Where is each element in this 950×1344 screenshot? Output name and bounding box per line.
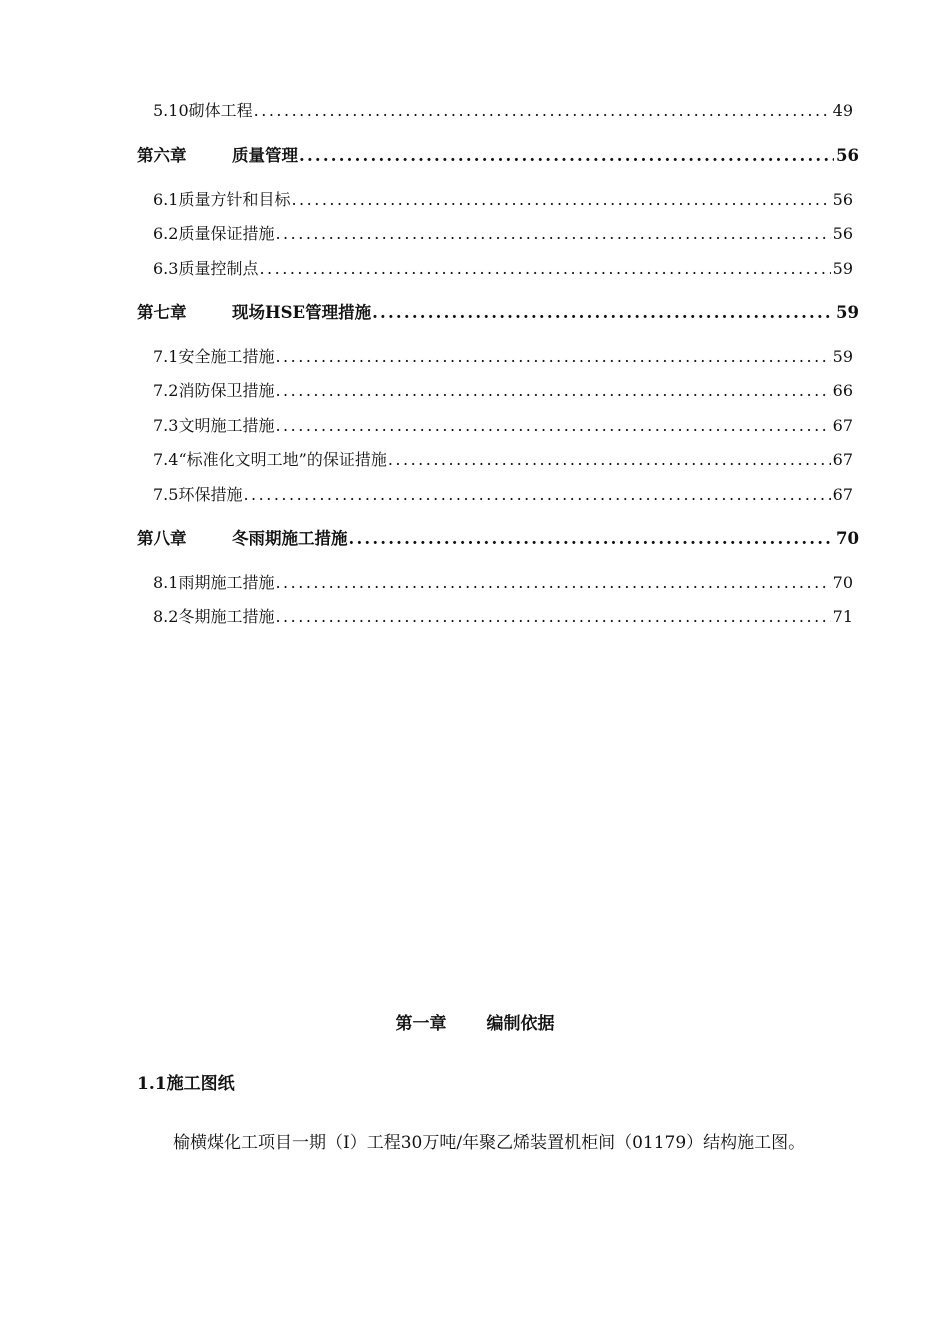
toc-entry-title: 环保措施	[178, 485, 243, 504]
toc-entry-number: 7.1	[153, 347, 179, 366]
toc-dot-leader	[372, 301, 834, 325]
toc-dot-leader	[349, 527, 835, 551]
toc-dot-leader	[299, 144, 834, 168]
toc-entry-number: 7.2	[153, 381, 179, 400]
toc-dot-leader	[243, 484, 830, 506]
toc-entry[interactable]	[153, 346, 853, 368]
toc-chapter-entry[interactable]	[137, 301, 859, 325]
toc-dot-leader	[259, 258, 830, 280]
toc-dot-leader	[275, 346, 830, 368]
toc-entry-number: 7.5	[153, 485, 179, 504]
toc-entry-number: 6.3	[153, 259, 179, 278]
toc-entry-page: 49	[832, 101, 853, 120]
toc-entry-title: 雨期施工措施	[178, 573, 275, 592]
toc-entry[interactable]	[153, 100, 853, 122]
toc-chapter-number: 第六章	[137, 146, 187, 165]
toc-entry-number: 8.2	[153, 607, 179, 626]
toc-entry[interactable]	[153, 572, 853, 594]
toc-entry-page: 67	[832, 450, 853, 469]
toc-dot-leader	[275, 572, 830, 594]
toc-chapter-title: 质量管理	[232, 146, 298, 165]
toc-entry-title: 质量控制点	[178, 259, 259, 278]
toc-entry-title: 冬期施工措施	[178, 607, 275, 626]
toc-dot-leader	[275, 223, 830, 245]
toc-dot-leader	[275, 415, 830, 437]
toc-entry-title: 砌体工程	[188, 101, 253, 120]
toc-chapter-number: 第七章	[137, 303, 187, 322]
chapter-title: 编制依据	[486, 1014, 555, 1034]
toc-entry[interactable]	[153, 258, 853, 280]
toc-entry-title: 消防保卫措施	[178, 381, 275, 400]
toc-entry[interactable]	[153, 380, 853, 402]
toc-entry-page: 67	[832, 485, 853, 504]
section-heading: 1.1施工图纸	[137, 1074, 235, 1094]
toc-entry-page: 59	[832, 347, 853, 366]
toc-entry-number: 7.4	[153, 450, 179, 469]
toc-chapter-entry[interactable]	[137, 527, 859, 551]
toc-entry-title: 质量保证措施	[178, 224, 275, 243]
toc-entry-number: 6.2	[153, 224, 179, 243]
toc-entry-number: 8.1	[153, 573, 179, 592]
toc-dot-leader	[275, 380, 830, 402]
toc-chapter-page: 70	[836, 529, 859, 548]
toc-entry-number: 6.1	[153, 190, 179, 209]
toc-entry-page: 67	[832, 416, 853, 435]
toc-dot-leader	[291, 189, 830, 211]
toc-entry-title: 质量方针和目标	[178, 190, 291, 209]
toc-entry[interactable]	[153, 606, 853, 628]
chapter-number: 第一章	[395, 1014, 447, 1034]
toc-chapter-entry[interactable]	[137, 144, 859, 168]
toc-entry-page: 70	[832, 573, 853, 592]
toc-entry[interactable]	[153, 484, 853, 506]
toc-entry-title: 文明施工措施	[178, 416, 275, 435]
toc-entry-title: “标准化文明工地”的保证措施	[178, 450, 387, 469]
toc-chapter-page: 56	[836, 146, 859, 165]
toc-entry[interactable]	[153, 223, 853, 245]
chapter-heading	[0, 1012, 950, 1036]
toc-dot-leader	[254, 100, 831, 122]
toc-entry-number: 5.10	[153, 101, 189, 120]
toc-chapter-page: 59	[836, 303, 859, 322]
toc-entry-page: 71	[832, 607, 853, 626]
toc-chapter-title: 现场HSE管理措施	[232, 303, 372, 322]
toc-entry[interactable]	[153, 449, 853, 471]
toc-entry-page: 66	[832, 381, 853, 400]
toc-entry-page: 59	[832, 259, 853, 278]
toc-entry-number: 7.3	[153, 416, 179, 435]
toc-entry-page: 56	[832, 190, 853, 209]
toc-chapter-number: 第八章	[137, 529, 187, 548]
toc-entry-title: 安全施工措施	[178, 347, 275, 366]
body-paragraph: 榆横煤化工项目一期（I）工程30万吨/年聚乙烯装置机柜间（01179）结构施工图。	[173, 1133, 806, 1153]
toc-dot-leader	[275, 606, 830, 628]
toc-entry[interactable]	[153, 415, 853, 437]
toc-entry-page: 56	[832, 224, 853, 243]
toc-dot-leader	[388, 449, 831, 471]
toc-entry[interactable]	[153, 189, 853, 211]
toc-chapter-title: 冬雨期施工措施	[232, 529, 348, 548]
